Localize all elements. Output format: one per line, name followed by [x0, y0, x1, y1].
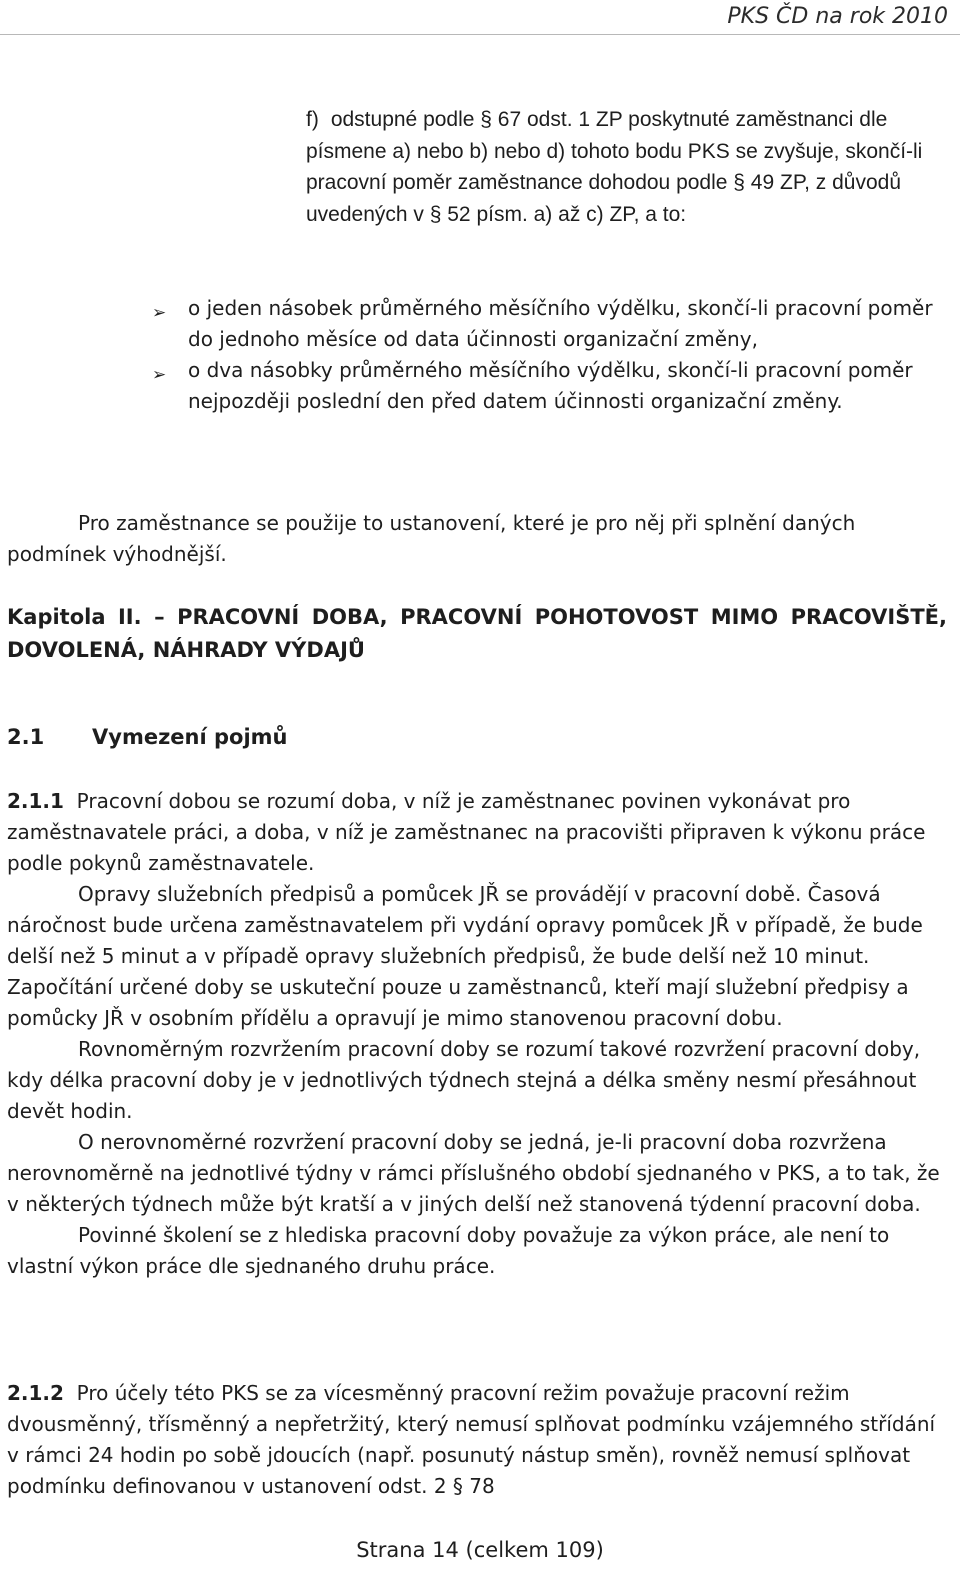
section-heading — [7, 725, 287, 749]
clause-text: Pro účely této PKS se za vícesměnný pracovní režim považuje pracovní režim dvousměnný, třísměnný a nepřetržitý, který nemusí splňovat podmínku vzájemného střídání v rámci 24 hodin po sobě jdoucích (např. posunutý nástup směn), rovněž nemusí splňovat podmínku definovanou v ustanovení odst. 2 § 78 — [7, 1381, 936, 1498]
arrow-bullet-icon: ➢ — [152, 303, 167, 323]
severance-clause-f — [306, 104, 946, 230]
clause-paragraph: Povinné školení se z hlediska pracovní doby považuje za výkon práce, ale není to vlastní výkon práce dle sjednaného druhu práce. — [7, 1223, 890, 1278]
arrow-bullet-icon: ➢ — [152, 365, 167, 385]
clause-2-1-2 — [7, 1378, 942, 1502]
severance-clause-text: odstupné podle § 67 odst. 1 ZP poskytnuté zaměstnanci dle písmene a) nebo b) nebo d) tohoto bodu PKS se zvyšuje, skončí-li pracovní poměr zaměstnance dohodou podle § 49 ZP, z důvodů uvedených v § 52 písm. a) až c) ZP, a to: — [306, 108, 923, 226]
clause-2-1-1 — [7, 786, 942, 1282]
bullet-text: o jeden násobek průměrného měsíčního výdělku, skončí-li pracovní poměr do jednoho měsíce od data účinnosti organizační změny, — [188, 296, 933, 351]
list-item — [150, 355, 945, 417]
clause-paragraph: Rovnoměrným rozvržením pracovní doby se rozumí takové rozvržení pracovní doby, kdy délka pracovní doby je v jednotlivých týdnech stejná a délka směny nesmí přesáhnout devět hodin. — [7, 1037, 921, 1123]
section-title: Vymezení pojmů — [92, 725, 288, 749]
page-number-footer: Strana 14 (celkem 109) — [356, 1538, 604, 1562]
clause-paragraph: Opravy služebních předpisů a pomůcek JŘ se provádějí v pracovní době. Časová náročnost bude určena zaměstnavatelem při vydání opravy pomůcek JŘ v případě, že bude delší než 5 minut a v případě opravy služebních předpisů, že bude delší než 10 minut. Započítání určené doby se uskuteční pouze u zaměstnanců, kteří mají služební předpisy a pomůcky JŘ v osobním přídělu a opravují je mimo stanovenou pracovní dobu. — [7, 882, 923, 1030]
clause-number: 2.1.2 — [7, 1381, 64, 1405]
chapter-heading: Kapitola II. – PRACOVNÍ DOBA, PRACOVNÍ POHOTOVOST MIMO PRACOVIŠTĚ, DOVOLENÁ, NÁHRADY VÝDAJŮ — [7, 605, 947, 662]
bullet-text: o dva násobky průměrného měsíčního výdělku, skončí-li pracovní poměr nejpozději poslední den před datem účinnosti organizační změny. — [188, 358, 913, 413]
section-number: 2.1 — [7, 725, 45, 749]
header-divider — [0, 34, 960, 35]
advantage-note: Pro zaměstnance se použije to ustanovení, které je pro něj při splnění daných podmínek výhodnější. — [7, 511, 856, 566]
clause-number: 2.1.1 — [7, 789, 64, 813]
clause-paragraph: O nerovnoměrné rozvržení pracovní doby se jedná, je-li pracovní doba rozvržena nerovnoměrně na jednotlivé týdny v rámci příslušného období sjednaného v PKS, a to tak, že v některých týdnech může být kratší a v jiných delší než stanovená týdenní pracovní doba. — [7, 1130, 940, 1216]
clause-marker: f) — [306, 108, 319, 131]
clause-paragraph — [7, 786, 942, 879]
severance-bullet-list — [150, 293, 945, 417]
page-header — [0, 0, 960, 40]
list-item — [150, 293, 945, 355]
header-title: PKS ČD na rok 2010 — [727, 4, 948, 29]
clause-text: Pracovní dobou se rozumí doba, v níž je zaměstnanec povinen vykonávat pro zaměstnavatele práci, a doba, v níž je zaměstnanec na pracovišti připraven k výkonu práce podle pokynů zaměstnavatele. — [7, 789, 926, 875]
